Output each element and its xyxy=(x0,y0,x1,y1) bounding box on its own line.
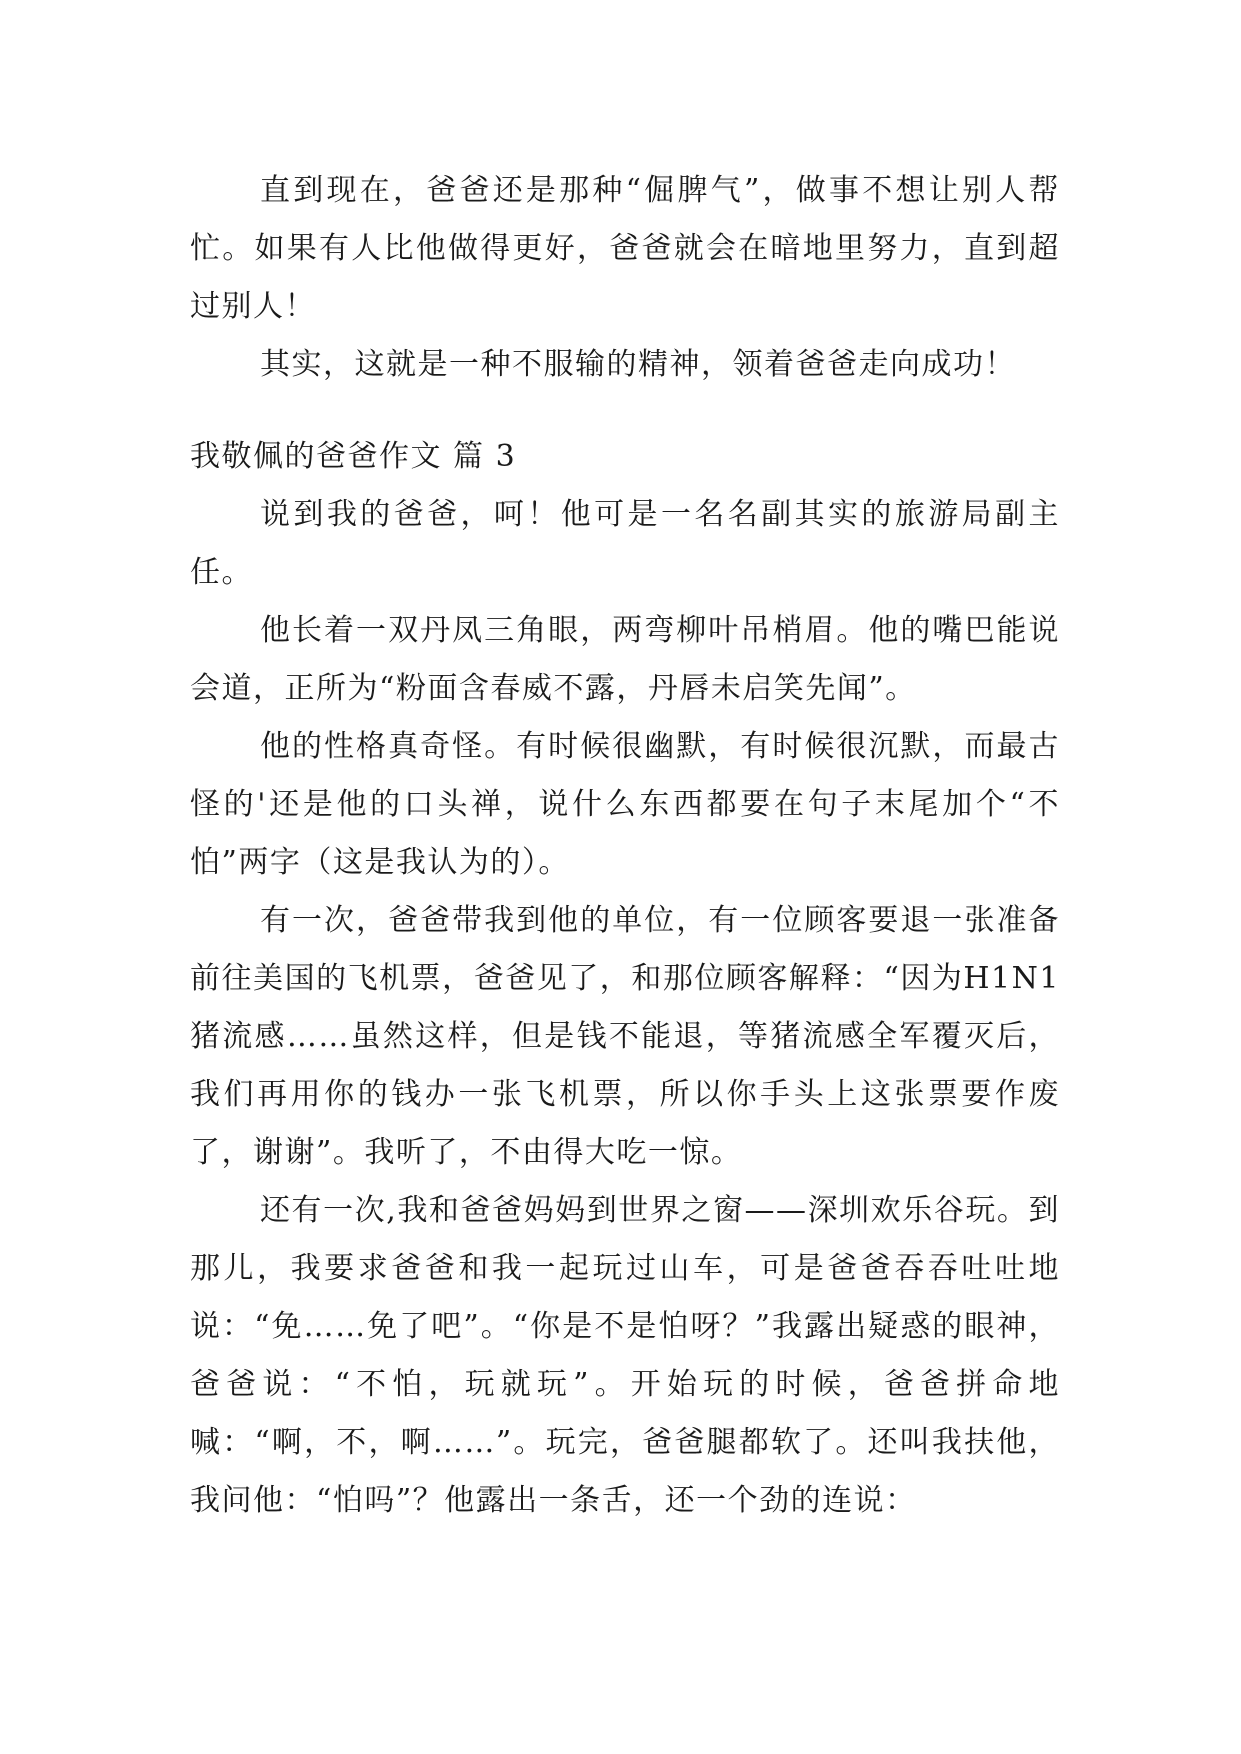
paragraph-spirit: 其实，这就是一种不服输的精神，领着爸爸走向成功！ xyxy=(260,347,1016,382)
paragraph-intro-dad: 说到我的爸爸，呵！他可是一名名副其实的旅游局副主任。 xyxy=(190,497,1060,590)
paragraph-ticket-story: 有一次，爸爸带我到他的单位，有一位顾客要退一张准备前往美国的飞机票，爸爸见了，和那位顾客解释：“因为H1N1 猪流感……虽然这样，但是钱不能退，等猪流感全军覆灭后，我们再用你的钱办一张飞机票，所以你手头上这张票要作废了，谢谢”。我听了，不由得大吃一惊。 xyxy=(190,903,1060,1170)
document-body xyxy=(190,162,1060,1530)
paragraph-personality: 他的性格真奇怪。有时候很幽默，有时候很沉默，而最古怪的'还是他的口头禅，说什么东西都要在句子末尾加个“不怕”两字（这是我认为的）。 xyxy=(190,729,1060,880)
paragraph-rollercoaster-story: 还有一次,我和爸爸妈妈到世界之窗——深圳欢乐谷玩。到那儿，我要求爸爸和我一起玩过山车，可是爸爸吞吞吐吐地说：“免……免了吧”。“你是不是怕呀？”我露出疑惑的眼神，爸爸说：“不怕，玩就玩”。开始玩的时候，爸爸拼命地喊：“啊，不，啊……”。玩完，爸爸腿都软了。还叫我扶他，我问他：“怕吗”？他露出一条舌，还一个劲的连说： xyxy=(190,1193,1060,1518)
paragraph-stubborn: 直到现在，爸爸还是那种“倔脾气”，做事不想让别人帮忙。如果有人比他做得更好，爸爸就会在暗地里努力，直到超过别人！ xyxy=(190,173,1060,324)
section-heading: 我敬佩的爸爸作文 篇 3 xyxy=(190,439,517,474)
paragraph-appearance: 他长着一双丹凤三角眼，两弯柳叶吊梢眉。他的嘴巴能说会道，正所为“粉面含春威不露，丹唇未启笑先闻”。 xyxy=(190,613,1060,706)
